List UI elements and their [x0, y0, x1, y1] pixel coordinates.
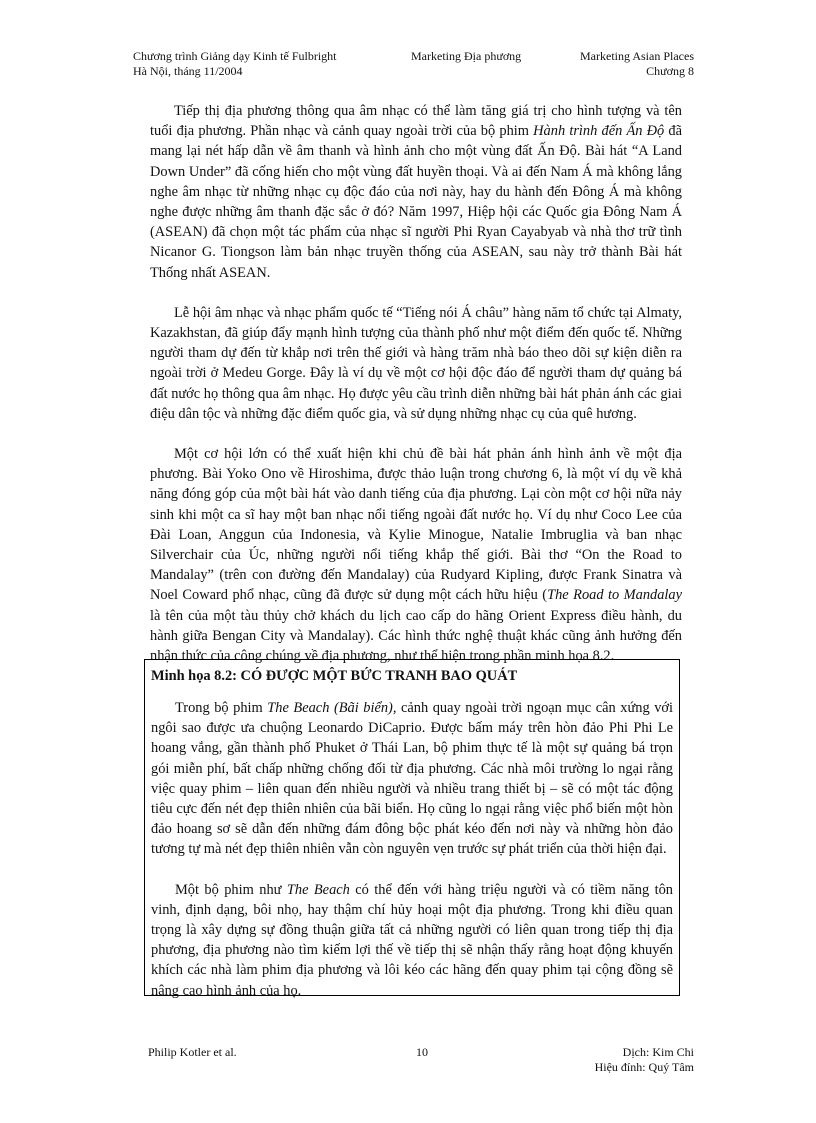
film-title-beach-2: The Beach [286, 881, 350, 898]
header-center: Marketing Địa phương [411, 49, 522, 63]
paragraph-festival: Lễ hội âm nhạc và nhạc phẩm quốc tế “Tiếng nói Á châu” hàng năm tổ chức tại Almaty, Kazakhstan, đã giúp đẩy mạnh hình tượng của thành phố như một điểm đến quốc tế. Những người tham dự đến từ khắp nơi trên thế giới và hàng trăm nhà báo theo dõi sự kiện diễn ra ngoài trời ở Medeu Gorge. Đây là ví dụ về một cơ hội độc đáo để người tham dự quảng bá đất nước họ thông qua âm nhạc. Họ được yêu cầu trình diễn những bài hát phản ánh các giai điệu dân tộc và những đặc điểm quốc gia, và sử dụng những nhạc cụ của quê hương. [150, 304, 682, 422]
main-text [150, 101, 682, 686]
film-title: Hành trình đến Ấn Độ [533, 123, 665, 140]
illustration-body [145, 698, 679, 1001]
illustration-box [144, 659, 680, 999]
header-chapter: Chương 8 [646, 63, 694, 78]
footer-author: Philip Kotler et al. [148, 1045, 237, 1059]
illustration-paragraph-2: Một bộ phim như The Beach có thể đến với hàng triệu người và có tiềm năng tôn vinh, định dạng, bôi nhọ, hay thậm chí hủy hoại một địa phương. Trong khi điều quan trọng là xây dựng sự đồng thuận giữa tất cả những người có liên quan trong tiếp thị địa phương, địa phương nào tìm kiếm lợi thế về tiếp thị sẽ nhận thấy rằng hoạt động khuyến khích các nhà làm phim địa phương và lôi kéo các hãng đến quay phim tại cộng đồng sẽ nâng cao hình ảnh của họ. [151, 881, 674, 999]
page-number: 10 [416, 1045, 428, 1059]
footer-credits [595, 1045, 694, 1074]
header-date: Hà Nội, tháng 11/2004 [133, 63, 243, 78]
header-right [580, 49, 694, 78]
header-left [133, 49, 337, 78]
paragraph-music: Tiếp thị địa phương thông qua âm nhạc có thể làm tăng giá trị cho hình tượng và tên tuổi địa phương. Phần nhạc và cảnh quay ngoài trời của bộ phim Hành trình đến Ấn Độ đã mang lại nét hấp dẫn về âm thanh và hình ảnh cho một vùng đất Ấn Độ. Bài hát “A Land Down Under” đã cống hiến cho một vùng đất huyền thoại. Và ai đến Nam Á mà không lắng nghe âm nhạc từ những nhạc cụ độc đáo của nơi này, hay du hành đến Đông Á mà không nghe được những âm thanh đặc sắc ở đó? Năm 1997, Hiệp hội các Quốc gia Đông Nam Á (ASEAN) đã chọn một tác phẩm của nhạc sĩ người Phi Ryan Cayabyab và nhà thơ trữ tình Nicanor G. Tiongson làm bản nhạc truyền thống của ASEAN, sau này trở thành Bài hát Thống nhất ASEAN. [150, 103, 682, 281]
ship-title: The Road to Mandalay [547, 587, 682, 604]
footer-translator: Dịch: Kim Chi [622, 1045, 694, 1059]
footer-editor: Hiệu đính: Quý Tâm [594, 1059, 694, 1074]
header-program: Chương trình Giảng dạy Kinh tế Fulbright [133, 49, 337, 63]
film-title-beach: The Beach (Bãi biển) [267, 700, 393, 716]
illustration-paragraph-1: Trong bộ phim The Beach (Bãi biển), cảnh quay ngoài trời ngoạn mục cân xứng với ngôi sao được ưa chuộng Leonardo DiCaprio. Được bấm máy trên hòn đảo Phi Phi Le hoang vắng, gần thành phố Phuket ở Thái Lan, bộ phim thực tế là một sự quảng bá trọn gói miễn phí, bất chấp những chống đối từ địa phương. Các nhà môi trường lo ngại rằng việc quay phim – liên quan đến nhiều người và nhiều trang thiết bị – sẽ có một tác động tiêu cực đến nét đẹp thiên nhiên của bãi biển. Họ cũng lo ngại rằng việc phổ biến một hòn đảo hoang sơ sẽ dẫn đến những đám đông bộc phát kéo đến nơi này và những hòn đảo tương tự mà nét đẹp thiên nhiên vẫn còn nguyên vẹn trước sự phát triển của thời hiện đại. [151, 700, 674, 858]
header-book-title: Marketing Asian Places [580, 49, 694, 63]
paragraph-songs: Một cơ hội lớn có thể xuất hiện khi chủ đề bài hát phản ánh hình ảnh về một địa phương. Bài Yoko Ono về Hiroshima, được thảo luận trong chương 6, là một ví dụ về khả năng đóng góp của một bài hát vào danh tiếng của địa phương. Lại còn một cơ hội nữa nảy sinh khi một ca sĩ hay một ban nhạc nổi tiếng ngoài đất nước họ. Ví dụ như Coco Lee của Đài Loan, Anggun của Indonesia, và Kylie Minogue, Natalie Imbruglia và ban nhạc Silverchair của Úc, những người nổi tiếng khắp thế giới. Bài thơ “On the Road to Mandalay” (trên con đường đến Mandalay) của Rudyard Kipling, được Frank Sinatra và Noel Coward phổ nhạc, cũng đã được sử dụng một cách hữu hiệu (The Road to Mandalay là tên của một tàu thủy chở khách du lịch cao cấp do hãng Orient Express điều hành, du hành giữa Bengan City và Mandalay). Các hình thức nghệ thuật khác cũng ảnh hưởng đến nhận thức của công chúng về địa phương, như thể hiện trong phần minh họa 8.2. [150, 446, 682, 665]
illustration-title: Minh họa 8.2: CÓ ĐƯỢC MỘT BỨC TRANH BAO QUÁT [151, 668, 518, 684]
